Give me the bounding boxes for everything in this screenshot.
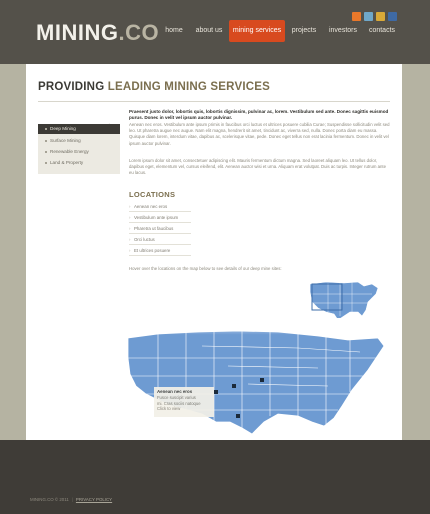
page-title-dark: PROVIDING bbox=[38, 81, 105, 93]
location-item[interactable] bbox=[129, 223, 191, 234]
location-label: Et ultrices posuere bbox=[134, 248, 171, 253]
sidebar-item-label: Deep Mining bbox=[50, 126, 76, 131]
map-tooltip bbox=[154, 387, 214, 417]
sidebar-item-land-property[interactable] bbox=[38, 158, 120, 168]
nav-item-home[interactable]: home bbox=[165, 27, 183, 34]
map-location-marker[interactable] bbox=[260, 378, 264, 382]
sidebar-item-label: Surface Mining bbox=[50, 138, 81, 143]
body-paragraph-1: Aenean nec eros. Vestibulum ante ipsum primis in faucibus orci luctus et ultrices posuere cubilia Curae; Suspendisse sollicitudin velit sed leo. Ut pharetra augue nec augue. Nam elit magna, hendrerit sit amet, tincidunt ac, viverra sed, nulla. Donec porta diam eu massa. Quisque diam lorem, interdum vitae, dapibus ac, scelerisque vitae, pede. Donec eget tellus non erat lacinia fermentum. Donec in velit vel ipsum auctor pulvinar. bbox=[129, 122, 390, 146]
bullet-icon bbox=[45, 140, 47, 142]
arrow-icon: › bbox=[129, 226, 131, 231]
sidebar-item-label: Land & Property bbox=[50, 160, 84, 165]
sidebar-nav bbox=[38, 124, 120, 174]
bullet-icon bbox=[45, 151, 47, 153]
logo-ext-text: .CO bbox=[118, 20, 160, 45]
logo-main-text: MINING bbox=[36, 20, 119, 45]
locations-heading: LOCATIONS bbox=[129, 190, 176, 199]
page-title bbox=[38, 81, 270, 93]
nav-item-about-us[interactable]: about us bbox=[195, 27, 223, 34]
arrow-icon: › bbox=[129, 204, 131, 209]
map-location-marker[interactable] bbox=[236, 414, 240, 418]
lead-paragraph: Praesent justo dolor, lobortis quis, lobortis dignissim, pulvinar ac, lorem. Vestibulum sed ante. Donec sagittis euismod purus. Donec in velit vel ipsum auctor pulvinar. bbox=[129, 109, 389, 121]
nav-item-mining-services[interactable]: mining services bbox=[229, 20, 285, 42]
tooltip-link[interactable]: Click to view bbox=[157, 406, 181, 411]
site-header bbox=[0, 0, 430, 64]
sidebar-item-label: Renewable Energy bbox=[50, 149, 89, 154]
us-map-overview[interactable] bbox=[306, 276, 384, 322]
arrow-icon: › bbox=[129, 215, 131, 220]
sidebar-item-deep-mining[interactable] bbox=[38, 124, 120, 134]
map-location-marker[interactable] bbox=[232, 384, 236, 388]
bullet-icon bbox=[45, 128, 47, 130]
location-label: Aenean nec eros bbox=[134, 204, 168, 209]
location-item[interactable] bbox=[129, 201, 191, 212]
location-label: Vestibulum ante ipsum bbox=[134, 215, 179, 220]
footer-text bbox=[30, 497, 112, 502]
body-paragraph-2: Lorem ipsum dolor sit amet, consectetuer adipiscing elit. Mauris fermentum dictum magna. Sed laoreet aliquam leo. Ut tellus dolor, dapibus eget, elementum vel, cursus eleifend, elit. Aenean auctor wisi et urna. Aliquam erat volutpat. Duis ac turpis. Integer rutrum ante eu lacus. bbox=[129, 158, 386, 176]
location-label: Pharetra ut faucibus bbox=[134, 226, 174, 231]
nav-item-investors[interactable]: investors bbox=[328, 27, 357, 34]
location-item[interactable] bbox=[129, 234, 191, 245]
tooltip-line: mi. Cras sociis natoque bbox=[157, 400, 201, 406]
map-location-marker[interactable] bbox=[214, 390, 218, 394]
tooltip-line: Fusce suscipit varius bbox=[157, 395, 196, 400]
sidebar-item-renewable-energy[interactable] bbox=[38, 147, 120, 157]
bullet-icon bbox=[45, 162, 47, 164]
location-item[interactable] bbox=[129, 212, 191, 223]
arrow-icon: › bbox=[129, 237, 131, 242]
us-map-detail[interactable] bbox=[128, 318, 386, 440]
location-label: Orci luctus bbox=[134, 237, 155, 242]
arrow-icon: › bbox=[129, 248, 131, 253]
page-title-light: LEADING MINING SERVICES bbox=[107, 81, 270, 93]
location-item[interactable] bbox=[129, 245, 191, 256]
nav-item-contacts[interactable]: contacts bbox=[368, 27, 396, 34]
copyright-text: MINING.CO © 2011 bbox=[30, 497, 69, 502]
footer-separator: | bbox=[71, 497, 73, 502]
sidebar-item-surface-mining[interactable] bbox=[38, 136, 120, 146]
site-logo[interactable] bbox=[36, 20, 159, 46]
nav-item-projects[interactable]: projects bbox=[291, 27, 317, 34]
tooltip-title: Aenean nec eros bbox=[157, 389, 193, 394]
title-divider bbox=[38, 101, 390, 102]
map-instructions: Hover over the locations on the map below to see details of our deep mine sites: bbox=[129, 266, 282, 271]
site-footer bbox=[0, 440, 430, 514]
privacy-policy-link[interactable]: PRIVACY POLICY bbox=[75, 497, 113, 502]
